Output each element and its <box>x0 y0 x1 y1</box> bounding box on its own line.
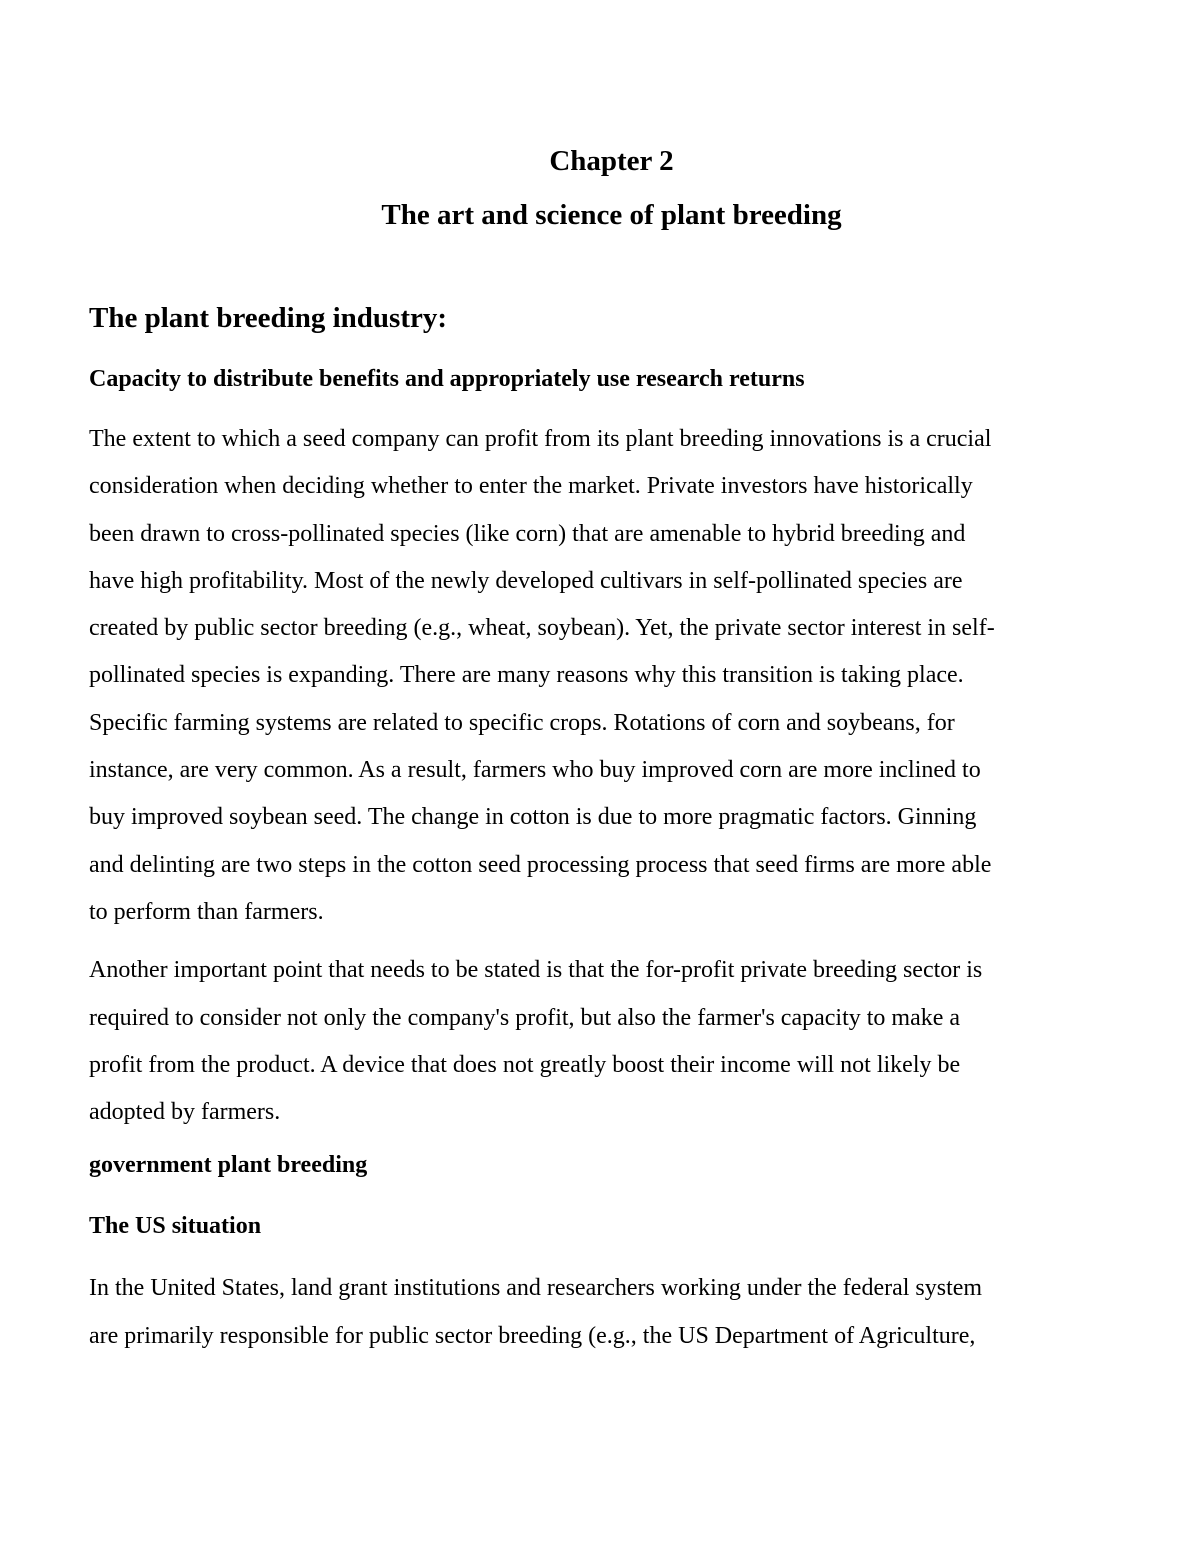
paragraph-line: profit from the product. A device that does not greatly boost their income will not likely be <box>89 1051 961 1078</box>
paragraph-line: to perform than farmers. <box>89 898 324 925</box>
paragraph-line: have high profitability. Most of the newly developed cultivars in self-pollinated species are <box>89 567 963 594</box>
paragraph-line: Another important point that needs to be stated is that the for-profit private breeding sector is <box>89 957 983 984</box>
paragraph-line: and delinting are two steps in the cotton seed processing process that seed firms are more able <box>89 851 992 878</box>
paragraph-line: consideration when deciding whether to enter the market. Private investors have historically <box>89 473 973 500</box>
document-content <box>89 138 1134 1360</box>
paragraph-line: required to consider not only the company's profit, but also the farmer's capacity to make a <box>89 1004 961 1031</box>
chapter-title: The art and science of plant breeding <box>381 199 842 231</box>
paragraph-line: instance, are very common. As a result, farmers who buy improved corn are more inclined to <box>89 757 981 784</box>
section-heading: The plant breeding industry: <box>89 302 448 334</box>
paragraph-line: In the United States, land grant institutions and researchers working under the federal system <box>89 1275 983 1302</box>
paragraph-3 <box>89 1265 1134 1360</box>
subheading-government: government plant breeding <box>89 1152 368 1179</box>
subheading-capacity: Capacity to distribute benefits and appropriately use research returns <box>89 366 805 392</box>
chapter-label: Chapter 2 <box>549 145 674 177</box>
paragraph-line: are primarily responsible for public sector breeding (e.g., the US Department of Agriculture, <box>89 1322 976 1349</box>
paragraph-1 <box>89 416 1134 936</box>
paragraph-2 <box>89 947 1134 1136</box>
paragraph-line: The extent to which a seed company can profit from its plant breeding innovations is a crucial <box>89 426 992 452</box>
subheading-us: The US situation <box>89 1213 262 1240</box>
paragraph-line: pollinated species is expanding. There are many reasons why this transition is taking place. <box>89 662 964 689</box>
paragraph-line: Specific farming systems are related to specific crops. Rotations of corn and soybeans, for <box>89 709 955 736</box>
paragraph-line: been drawn to cross-pollinated species (like corn) that are amenable to hybrid breeding and <box>89 520 966 547</box>
paragraph-line: buy improved soybean seed. The change in cotton is due to more pragmatic factors. Ginning <box>89 804 977 831</box>
paragraph-line: adopted by farmers. <box>89 1099 281 1126</box>
paragraph-line: created by public sector breeding (e.g., wheat, soybean). Yet, the private sector interest in self- <box>89 615 995 642</box>
